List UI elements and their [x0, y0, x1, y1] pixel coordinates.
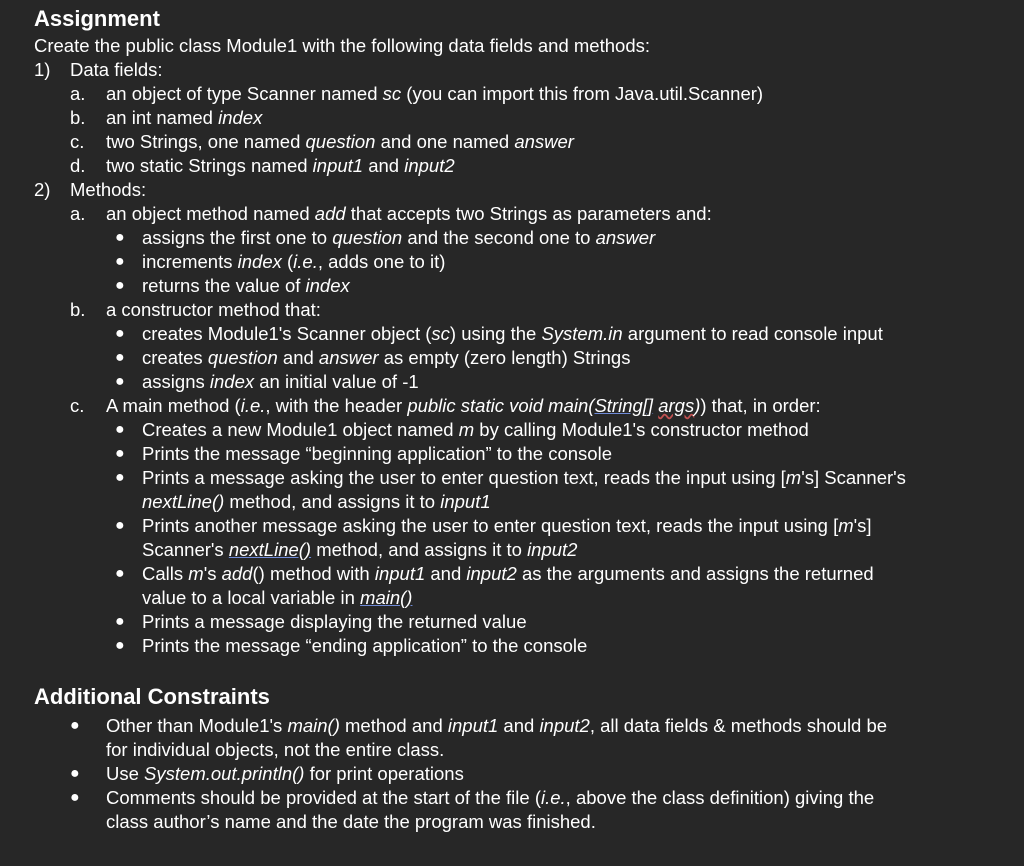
text-run: and [363, 155, 405, 176]
method-b [34, 298, 1004, 322]
text-run: () method with [252, 563, 375, 584]
text-run: assigns the first one to [142, 227, 333, 248]
bullet-item [34, 514, 1004, 562]
bullet-item [34, 418, 1004, 442]
constraint-item [34, 762, 1004, 786]
text-run: creates [142, 347, 208, 368]
bullet-icon: ● [115, 349, 125, 366]
text-run: Other than Module1's [106, 715, 288, 736]
code-term: m [188, 563, 204, 584]
text-run: Prints another message asking the user to enter question text, reads the input using [ [142, 515, 839, 536]
text-run: Prints a message asking the user to enter question text, reads the input using [ [142, 467, 786, 488]
text-run: class author’s name and the date the program was finished. [106, 811, 596, 832]
data-field-a [34, 82, 1004, 106]
bullet-item [34, 370, 1004, 394]
constraints-title: Additional Constraints [34, 684, 270, 709]
list-letter: b. [70, 299, 86, 320]
text-run: Prints a message displaying the returned value [142, 611, 527, 632]
list-letter: c. [70, 395, 85, 416]
bullet-icon: ● [115, 373, 125, 390]
constraint-item [34, 786, 1004, 834]
text-run: Prints the message “ending application” to the console [142, 635, 588, 656]
bullet-icon: ● [115, 637, 125, 654]
code-term: sc [431, 323, 450, 344]
bullet-item [34, 346, 1004, 370]
list-letter: a. [70, 203, 86, 224]
list-letter: d. [70, 155, 86, 176]
text-run: 's] [853, 515, 872, 536]
text-run: , with the header [265, 395, 408, 416]
text-run: a constructor method that: [106, 299, 321, 320]
text-run: , all data fields & methods should be [589, 715, 888, 736]
list-number: 2) [34, 179, 51, 200]
code-term: question [305, 131, 376, 152]
bullet-item [34, 442, 1004, 466]
text-run: and the second one to [402, 227, 596, 248]
text-run: A main method ( [106, 395, 241, 416]
data-field-d [34, 154, 1004, 178]
bullet-item [34, 322, 1004, 346]
text-run: two static Strings named [106, 155, 313, 176]
text-run: an object method named [106, 203, 315, 224]
text-run: and [425, 563, 467, 584]
text-run: and [498, 715, 540, 736]
text-run: for print operations [304, 763, 464, 784]
text-run: method, and assigns it to [311, 539, 528, 560]
text-run: by calling Module1's constructor method [474, 419, 809, 440]
data-fields-label: Data fields: [70, 59, 163, 80]
code-term: i.e. [240, 395, 266, 416]
list-letter: c. [70, 131, 85, 152]
text-run: Calls [142, 563, 189, 584]
list-number: 1) [34, 59, 51, 80]
bullet-icon: ● [115, 421, 125, 438]
code-term: input1 [374, 563, 426, 584]
code-term: nextLine() [142, 491, 225, 512]
code-term: answer [514, 131, 574, 152]
text-run: that accepts two Strings as parameters and: [345, 203, 712, 224]
text-run: value to a local variable in [142, 587, 361, 608]
bullet-icon: ● [115, 613, 125, 630]
code-term: input1 [440, 491, 491, 512]
list-letter: a. [70, 83, 86, 104]
code-term: index [305, 275, 350, 296]
bullet-icon: ● [115, 469, 125, 486]
bullet-item [34, 466, 1004, 514]
text-run: Use [106, 763, 145, 784]
text-run: creates Module1's Scanner object ( [142, 323, 432, 344]
code-term: m [838, 515, 854, 536]
code-term: i.e. [293, 251, 318, 272]
code-term: String[] [594, 395, 654, 416]
code-term: System.in [541, 323, 623, 344]
assignment-document [34, 4, 1004, 834]
text-run: , adds one to it) [317, 251, 446, 272]
text-run: and one named [375, 131, 515, 152]
data-field-c [34, 130, 1004, 154]
bullet-icon: ● [70, 717, 80, 734]
text-run: an object of type Scanner named [106, 83, 383, 104]
bullet-icon: ● [70, 765, 80, 782]
code-term: i.e. [540, 787, 566, 808]
code-term: input1 [312, 155, 364, 176]
text-run: as the arguments and assigns the returned [516, 563, 874, 584]
code-term: question [332, 227, 403, 248]
code-term: m [785, 467, 802, 488]
list-letter: b. [70, 107, 86, 128]
text-run: method and [339, 715, 448, 736]
text-run: , above the class definition) giving the [565, 787, 875, 808]
bullet-item [34, 250, 1004, 274]
data-fields-item [34, 58, 1004, 82]
code-term: answer [595, 227, 656, 248]
method-c [34, 394, 1004, 418]
text-run: ( [281, 251, 294, 272]
methods-label: Methods: [70, 179, 147, 200]
code-term: ) [694, 395, 701, 416]
assignment-title: Assignment [34, 6, 160, 31]
text-run: and [277, 347, 319, 368]
bullet-icon: ● [115, 517, 125, 534]
bullet-item [34, 562, 1004, 610]
bullet-icon: ● [115, 565, 125, 582]
text-run: increments [142, 251, 238, 272]
code-term: add [314, 203, 346, 224]
bullet-item [34, 226, 1004, 250]
intro-text: Create the public class Module1 with the following data fields and methods: [34, 35, 650, 56]
text-run: Creates a new Module1 object named [142, 419, 459, 440]
bullet-item [34, 634, 1004, 658]
code-term: question [207, 347, 278, 368]
text-run: as empty (zero length) Strings [378, 347, 631, 368]
code-term: args [658, 395, 695, 416]
code-term: index [218, 107, 263, 128]
code-term: System.out.println() [144, 763, 305, 784]
code-term: add [221, 563, 253, 584]
code-term: main() [287, 715, 340, 736]
text-run: Comments should be provided at the start of the file ( [106, 787, 541, 808]
text-run: Prints the message “beginning application” to the console [142, 443, 612, 464]
bullet-icon: ● [115, 253, 125, 270]
text-run: (you can import this from Java.util.Scanner) [401, 83, 764, 104]
text-run: assigns [142, 371, 210, 392]
code-term: sc [382, 83, 402, 104]
code-term: input2 [404, 155, 455, 176]
bullet-icon: ● [115, 325, 125, 342]
method-a [34, 202, 1004, 226]
code-term: index [237, 251, 282, 272]
text-run: an int named [106, 107, 219, 128]
text-run: 's] Scanner's [801, 467, 906, 488]
bullet-item [34, 274, 1004, 298]
code-term: index [209, 371, 255, 392]
bullet-icon: ● [115, 229, 125, 246]
text-run: argument to read console input [622, 323, 883, 344]
code-term: public static void main( [407, 395, 595, 416]
text-run: method, and assigns it to [224, 491, 441, 512]
text-run: ) using the [449, 323, 542, 344]
constraint-item [34, 714, 1004, 762]
code-term: input2 [527, 539, 578, 560]
bullet-icon: ● [115, 445, 125, 462]
text-run: an initial value of -1 [254, 371, 419, 392]
code-term: answer [318, 347, 379, 368]
text-run: Scanner's [142, 539, 229, 560]
code-term: m [458, 419, 475, 440]
bullet-icon: ● [115, 277, 125, 294]
text-run: ) that, in order: [700, 395, 821, 416]
code-term: input2 [539, 715, 590, 736]
code-term: nextLine() [228, 539, 312, 560]
text-run: returns the value of [142, 275, 306, 296]
code-term: input2 [466, 563, 517, 584]
data-field-b [34, 106, 1004, 130]
methods-item [34, 178, 1004, 202]
code-term: main() [360, 587, 413, 608]
code-term: input1 [447, 715, 499, 736]
text-run: 's [203, 563, 222, 584]
text-run: two Strings, one named [106, 131, 306, 152]
bullet-item [34, 610, 1004, 634]
text-run: for individual objects, not the entire class. [106, 739, 445, 760]
bullet-icon: ● [70, 789, 80, 806]
